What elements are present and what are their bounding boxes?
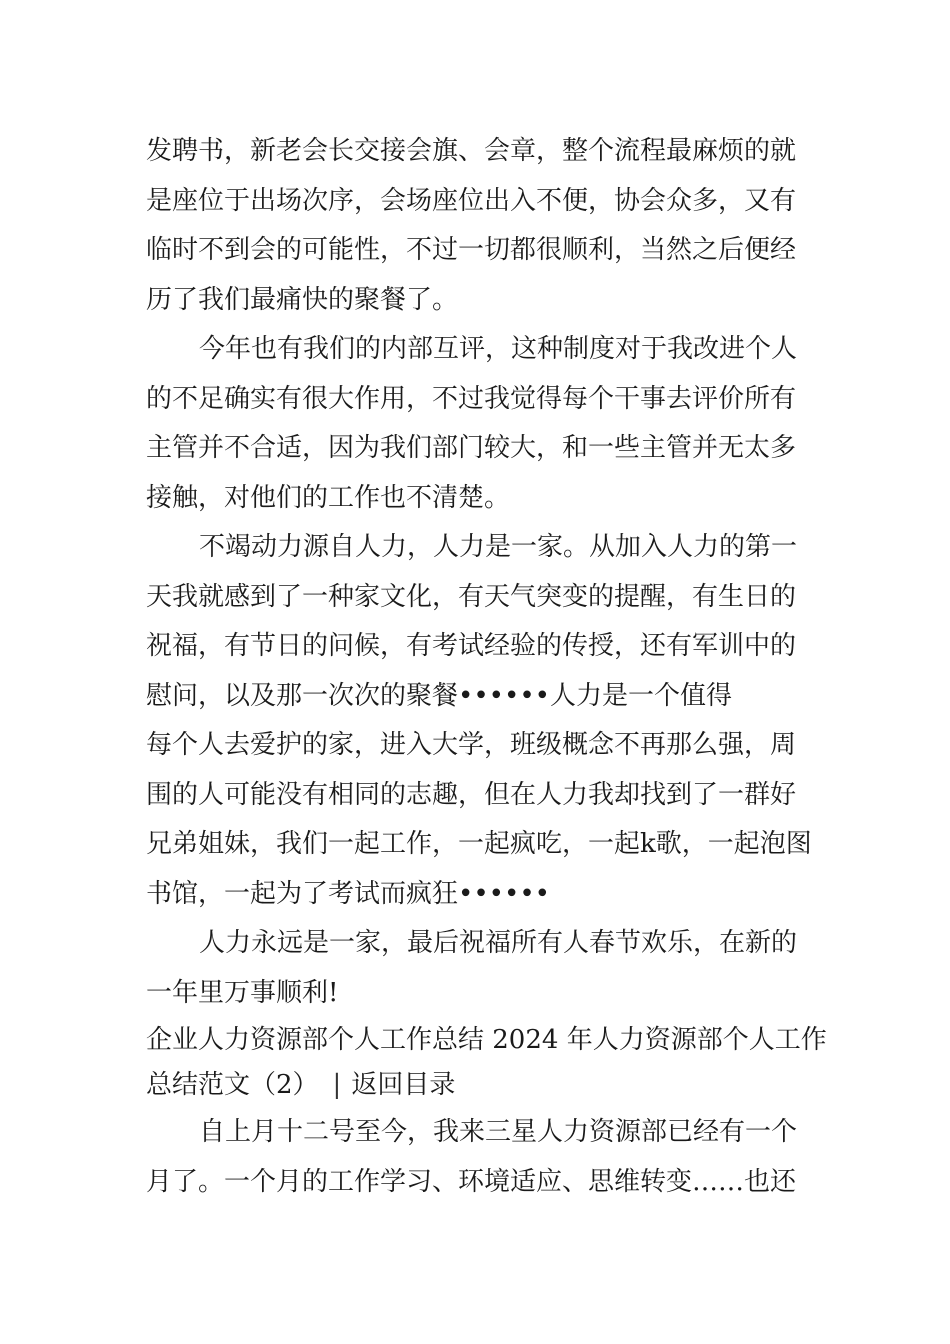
document-page [146,127,827,1207]
text-line: 发聘书，新老会长交接会旗、会章，整个流程最麻烦的就 [146,136,797,166]
back-to-toc-link[interactable]: 返回目录 [351,1070,456,1100]
text-line: 慰问，以及那一次次的聚餐••••••人力是一个值得 [146,680,733,711]
text-line: 的不足确实有很大作用，不过我觉得每个干事去评价所有 [146,383,797,414]
text-line: 接触，对他们的工作也不清楚。 [146,482,511,513]
text-line: 祝福，有节日的问候，有考试经验的传授，还有军训中的 [146,631,797,661]
text-line: 书馆，一起为了考试而疯狂•••••• [146,878,551,909]
paragraph-2 [146,325,806,523]
text-line: 临时不到会的可能性，不过一切都很顺利，当然之后便经 [146,235,797,265]
paragraph-4 [146,919,806,1018]
paragraph-3 [146,523,812,919]
text-line: 主管并不合适，因为我们部门较大，和一些主管并无太多 [146,433,797,463]
text-line: 今年也有我们的内部互评，这种制度对于我改进个人 [199,334,798,364]
heading-line [146,1063,806,1108]
text-line: 是座位于出场次序，会场座位出入不便，协会众多，又有 [146,185,797,216]
heading-title: 总结范文（2） [146,1070,319,1100]
text-line: 围的人可能没有相同的志趣，但在人力我却找到了一群好 [146,779,797,810]
paragraph-1 [146,127,806,325]
text-line: 一年里万事顺利! [146,977,339,1008]
text-line: 月了。一个月的工作学习、环境适应、思维转变……也还 [146,1166,797,1197]
section-heading [146,1018,827,1108]
text-line: 人力永远是一家，最后祝福所有人春节欢乐，在新的 [199,928,798,958]
text-line: 历了我们最痛快的聚餐了。 [146,284,459,315]
separator: | [332,1070,342,1100]
text-line: 天我就感到了一种家文化，有天气突变的提醒，有生日的 [146,581,797,612]
heading-line: 企业人力资源部个人工作总结 2024 年人力资源部个人工作 [146,1025,827,1055]
text-line: 不竭动力源自人力，人力是一家。从加入人力的第一 [199,532,798,562]
text-line: 兄弟姐妹，我们一起工作，一起疯吃，一起k歌，一起泡图 [146,829,812,859]
paragraph-5 [146,1108,806,1207]
text-line: 每个人去爱护的家，进入大学，班级概念不再那么强，周 [146,730,797,760]
text-line: 自上月十二号至今，我来三星人力资源部已经有一个 [199,1117,798,1147]
